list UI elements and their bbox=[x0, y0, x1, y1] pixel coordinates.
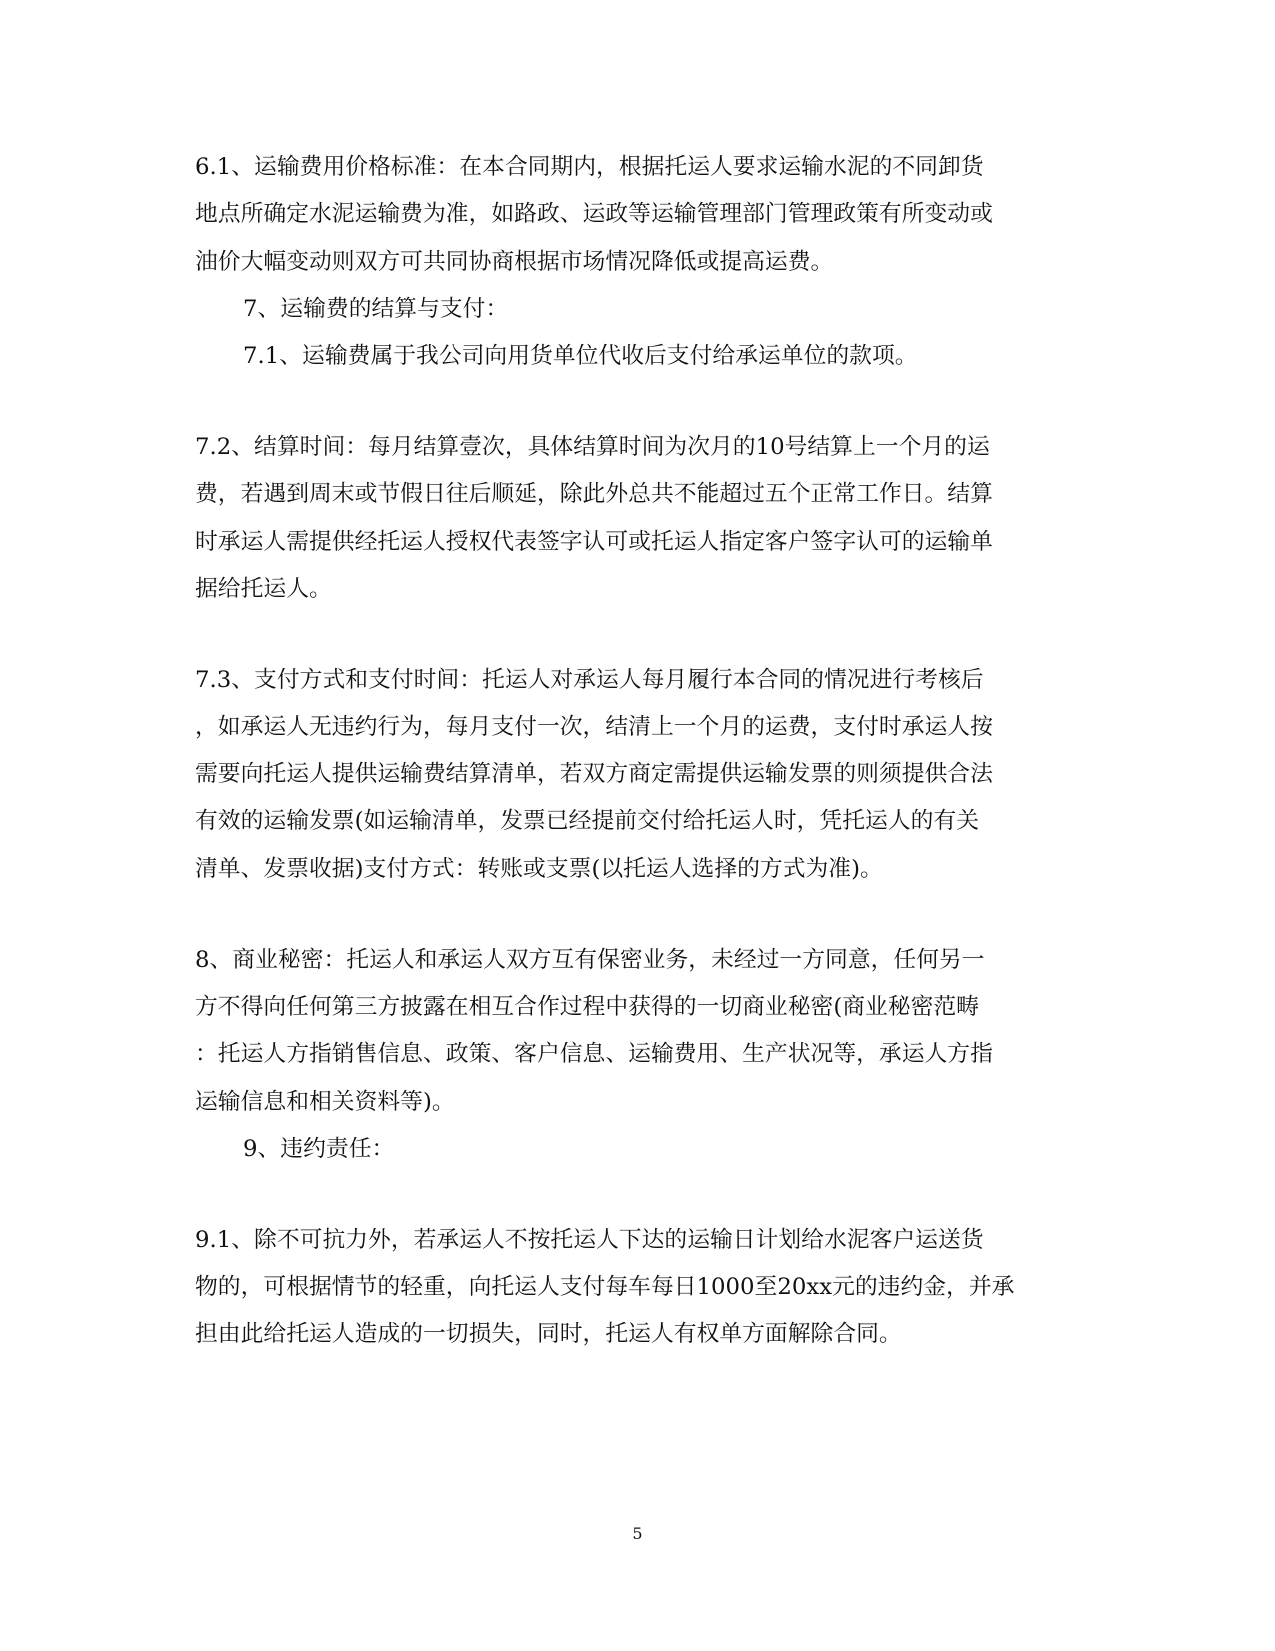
paragraph-7-3-line-1: 7.3、支付方式和支付时间：托运人对承运人每月履行本合同的情况进行考核后 bbox=[195, 667, 984, 693]
paragraph-7-2-line-1: 7.2、结算时间：每月结算壹次，具体结算时间为次月的10号结算上一个月的运 bbox=[195, 434, 990, 460]
paragraph-8-line-4: 运输信息和相关资料等)。 bbox=[195, 1089, 455, 1115]
paragraph-6-1-line-2: 地点所确定水泥运输费为准，如路政、运政等运输管理部门管理政策有所变动或 bbox=[195, 201, 993, 227]
paragraph-9-heading: 9、违约责任： bbox=[243, 1136, 395, 1162]
paragraph-7-2-line-2: 费，若遇到周末或节假日往后顺延，除此外总共不能超过五个正常工作日。结算 bbox=[195, 481, 993, 507]
paragraph-7-3-line-2: ，如承运人无违约行为，每月支付一次，结清上一个月的运费，支付时承运人按 bbox=[195, 714, 993, 740]
paragraph-8-line-2: 方不得向任何第三方披露在相互合作过程中获得的一切商业秘密(商业秘密范畴 bbox=[195, 994, 979, 1020]
paragraph-9-1-line-1: 9.1、除不可抗力外，若承运人不按托运人下达的运输日计划给水泥客户运送货 bbox=[195, 1227, 984, 1253]
paragraph-6-1-line-1: 6.1、运输费用价格标准：在本合同期内，根据托运人要求运输水泥的不同卸货 bbox=[195, 154, 984, 180]
paragraph-7-3-line-3: 需要向托运人提供运输费结算清单，若双方商定需提供运输发票的则须提供合法 bbox=[195, 761, 993, 787]
paragraph-7-heading: 7、运输费的结算与支付： bbox=[243, 296, 509, 322]
paragraph-9-1-line-2: 物的，可根据情节的轻重，向托运人支付每车每日1000至20xx元的违约金，并承 bbox=[195, 1274, 1015, 1300]
paragraph-7-3-line-5: 清单、发票收据)支付方式：转账或支票(以托运人选择的方式为准)。 bbox=[195, 856, 883, 882]
paragraph-7-2-line-3: 时承运人需提供经托运人授权代表签字认可或托运人指定客户签字认可的运输单 bbox=[195, 529, 993, 555]
paragraph-8-line-3: ：托运人方指销售信息、政策、客户信息、运输费用、生产状况等，承运人方指 bbox=[195, 1041, 993, 1067]
paragraph-9-1-line-3: 担由此给托运人造成的一切损失，同时，托运人有权单方面解除合同。 bbox=[195, 1321, 902, 1347]
page-number: 5 bbox=[632, 1524, 643, 1543]
paragraph-7-3-line-4: 有效的运输发票(如运输清单，发票已经提前交付给托运人时，凭托运人的有关 bbox=[195, 808, 979, 834]
paragraph-7-2-line-4: 据给托运人。 bbox=[195, 576, 332, 602]
paragraph-6-1-line-3: 油价大幅变动则双方可共同协商根据市场情况降低或提高运费。 bbox=[195, 249, 834, 275]
paragraph-8-line-1: 8、商业秘密：托运人和承运人双方互有保密业务，未经过一方同意，任何另一 bbox=[195, 947, 985, 973]
paragraph-7-1-line-1: 7.1、运输费属于我公司向用货单位代收后支付给承运单位的款项。 bbox=[243, 343, 918, 369]
